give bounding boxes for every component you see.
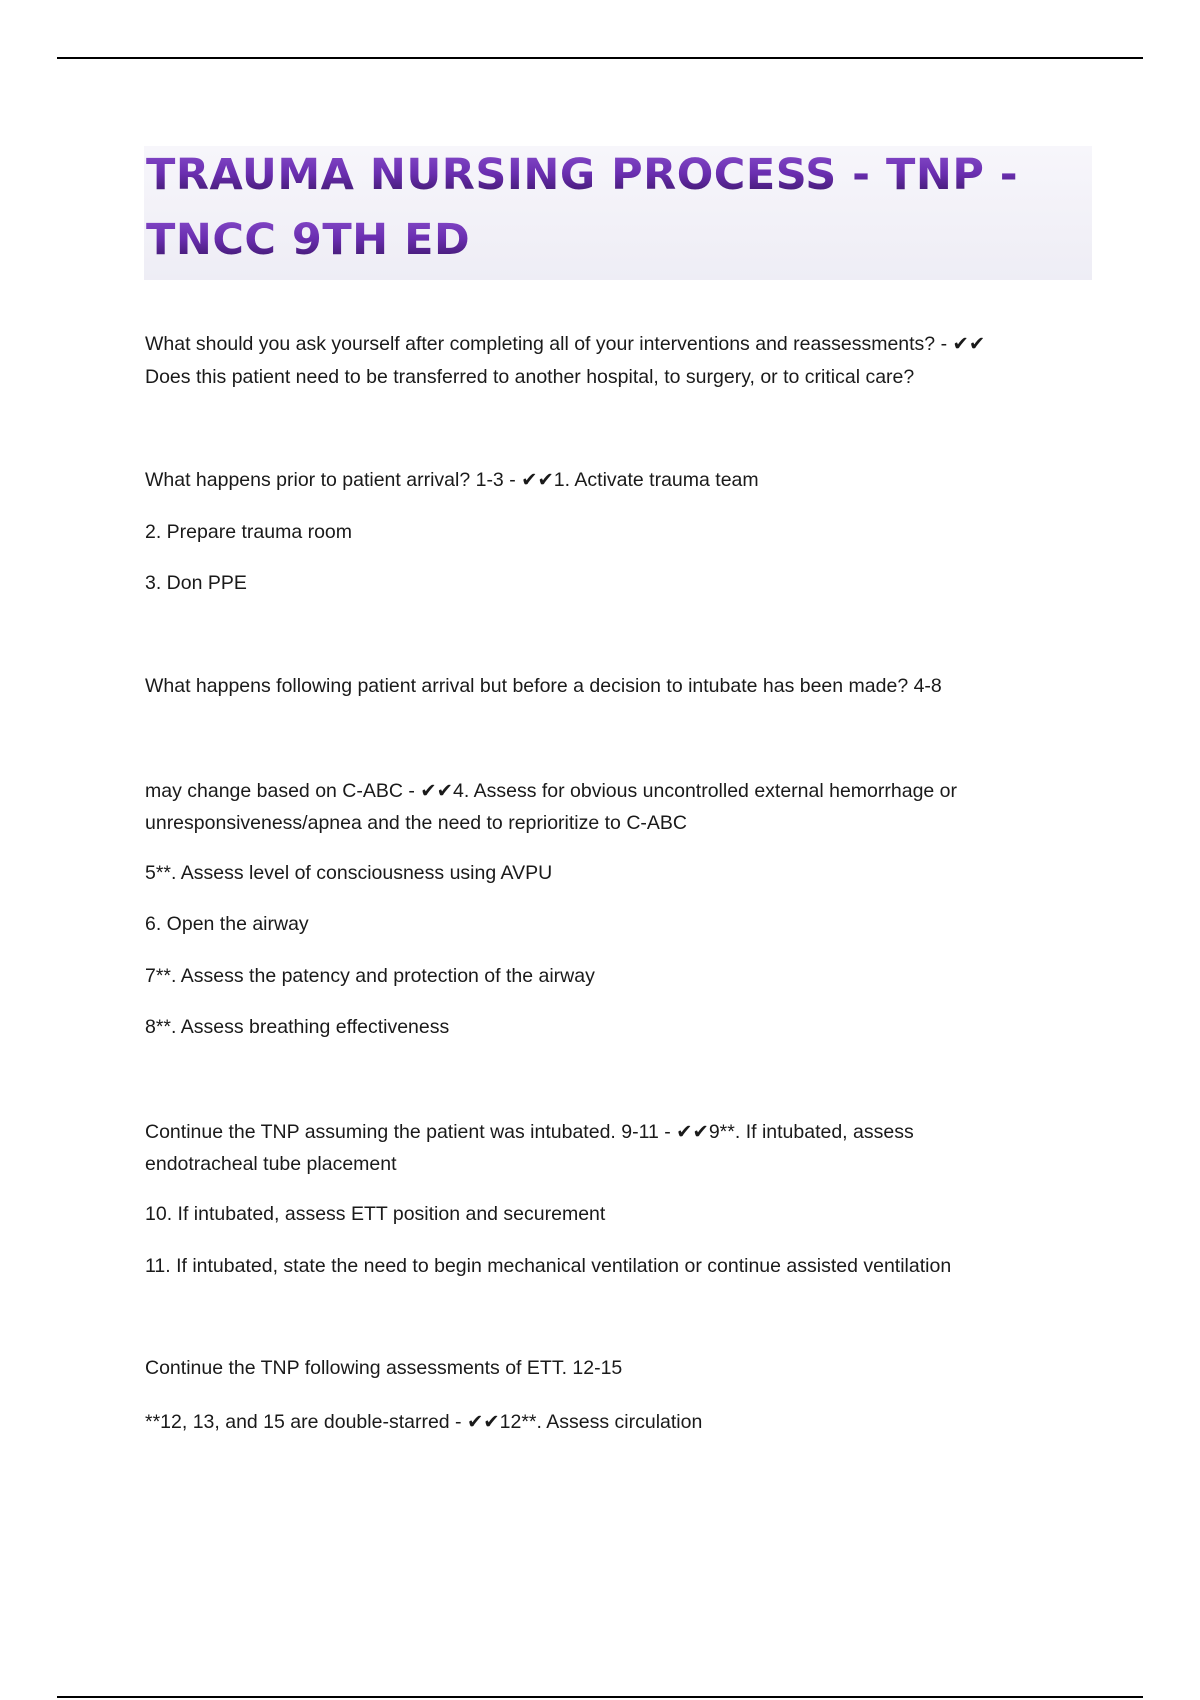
bottom-rule xyxy=(57,1696,1143,1698)
question-3-answer-line-2: unresponsiveness/apnea and the need to reprioritize to C-ABC xyxy=(145,812,687,834)
question-4-line-1: Continue the TNP assuming the patient was intubated. 9-11 - ✔✔9**. If intubated, assess xyxy=(145,1121,914,1143)
document-title-line-2: TNCC 9TH ED xyxy=(146,215,471,265)
question-3-item-8: 8**. Assess breathing effectiveness xyxy=(145,1016,450,1038)
top-rule xyxy=(57,57,1143,59)
question-1-answer: Does this patient need to be transferred to another hospital, to surgery, or to critical care? xyxy=(145,366,915,388)
question-3-item-6: 6. Open the airway xyxy=(145,913,309,935)
question-3-answer-line-1: may change based on C-ABC - ✔✔4. Assess for obvious uncontrolled external hemorrhage or xyxy=(145,780,958,802)
question-3-item-5: 5**. Assess level of consciousness using AVPU xyxy=(145,862,553,884)
question-2-item-2: 2. Prepare trauma room xyxy=(145,521,353,543)
question-4-item-11: 11. If intubated, state the need to begin mechanical ventilation or continue assisted ventilation xyxy=(145,1255,952,1277)
question-2-item-3: 3. Don PPE xyxy=(145,572,247,594)
question-2-line: What happens prior to patient arrival? 1-3 - ✔✔1. Activate trauma team xyxy=(145,469,759,491)
question-4-line-2: endotracheal tube placement xyxy=(145,1153,397,1175)
question-4-item-10: 10. If intubated, assess ETT position and securement xyxy=(145,1203,606,1225)
question-3-item-7: 7**. Assess the patency and protection of the airway xyxy=(145,965,595,987)
document-title-line-1: TRAUMA NURSING PROCESS - TNP - xyxy=(146,150,1019,200)
question-5-answer: **12, 13, and 15 are double-starred - ✔✔12**. Assess circulation xyxy=(145,1411,703,1433)
question-3-line: What happens following patient arrival but before a decision to intubate has been made? 4-8 xyxy=(145,675,942,697)
title-banner xyxy=(144,146,1092,280)
question-5-line: Continue the TNP following assessments of ETT. 12-15 xyxy=(145,1357,623,1379)
question-1-line-1: What should you ask yourself after completing all of your interventions and reassessments? - ✔✔ xyxy=(145,333,986,355)
